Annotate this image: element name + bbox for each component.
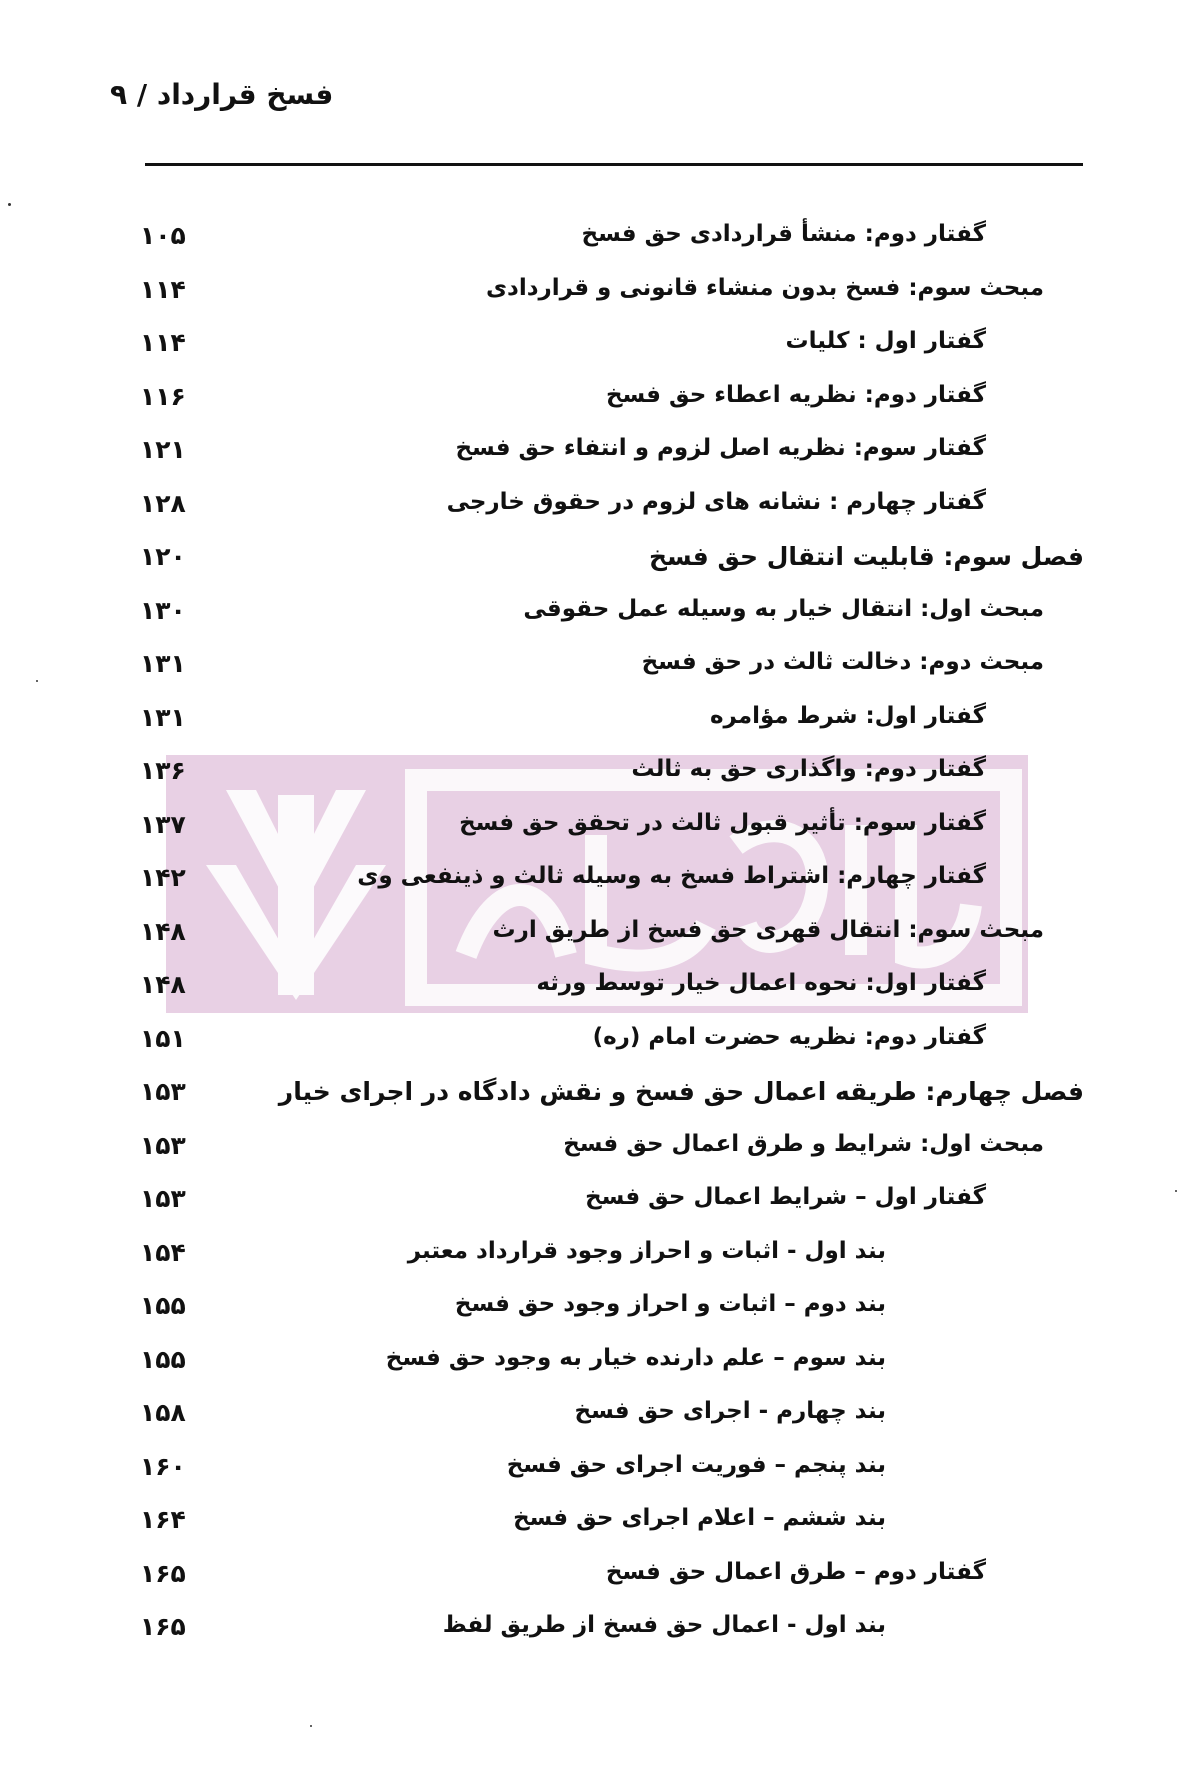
toc-entry-section [0, 269, 1194, 323]
toc-entry-section [0, 1125, 1194, 1179]
toc-entry-section [0, 643, 1194, 697]
toc-entry-speech [0, 750, 1194, 804]
toc-entry-page-number: ۱۶۴ [140, 1505, 186, 1534]
toc-entry-clause [0, 1446, 1194, 1500]
toc-entry-page-number: ۱۵۵ [140, 1344, 186, 1374]
toc-entry-title: بند پنجم – فوریت اجرای حق فسخ [506, 1451, 886, 1478]
toc-entry-speech [0, 804, 1194, 858]
toc-entry-clause [0, 1499, 1194, 1553]
scan-speck [8, 203, 11, 206]
toc-entry-title: فصل چهارم: طریقه اعمال حق فسخ و نقش دادگاه در اجرای خیار [278, 1077, 1084, 1106]
toc-entry-speech [0, 1018, 1194, 1072]
toc-entry-title: بند دوم – اثبات و احراز وجود حق فسخ [454, 1291, 886, 1317]
toc-entry-title: گفتار دوم: منشأ قراردادی حق فسخ [581, 221, 986, 247]
toc-entry-page-number: ۱۱۴ [140, 274, 186, 304]
toc-entry-chapter [0, 1071, 1194, 1125]
toc-entry-page-number: ۱۵۴ [140, 1237, 186, 1267]
running-header [110, 78, 1010, 111]
toc-entry-title: بند ششم – اعلام اجرای حق فسخ [513, 1505, 886, 1531]
running-header-title: فسخ قرارداد [156, 78, 334, 111]
toc-entry-clause [0, 1606, 1194, 1660]
toc-entry-title: بند اول - اثبات و احراز وجود قرارداد معتبر [407, 1237, 886, 1264]
toc-entry-title: گفتار سوم: نظریه اصل لزوم و انتفاء حق فسخ [455, 435, 986, 461]
toc-entry-speech [0, 322, 1194, 376]
toc-entry-page-number: ۱۲۰ [140, 542, 186, 571]
toc-entry-page-number: ۱۳۱ [140, 649, 186, 678]
toc-entry-section [0, 911, 1194, 965]
toc-entry-title: گفتار اول : کلیات [785, 328, 986, 354]
toc-entry-clause [0, 1232, 1194, 1286]
toc-entry-page-number: ۱۵۱ [140, 1023, 186, 1053]
toc-entry-title: مبحث سوم: فسخ بدون منشاء قانونی و قراردادی [485, 274, 1044, 301]
toc-entry-page-number: ۱۵۳ [140, 1077, 186, 1106]
toc-entry-page-number: ۱۶۰ [140, 1451, 186, 1481]
toc-entry-page-number: ۱۰۵ [140, 221, 186, 250]
toc-entry-speech [0, 1553, 1194, 1607]
toc-entry-speech [0, 429, 1194, 483]
toc-entry-speech [0, 964, 1194, 1018]
toc-entry-page-number: ۱۳۷ [140, 809, 186, 839]
toc-entry-speech [0, 697, 1194, 751]
toc-entry-title: مبحث اول: انتقال خیار به وسیله عمل حقوقی [523, 595, 1044, 622]
toc-entry-page-number: ۱۱۴ [140, 328, 186, 357]
table-of-contents [0, 215, 1194, 1660]
toc-entry-title: بند سوم – علم دارنده خیار به وجود حق فسخ [385, 1344, 886, 1371]
toc-entry-title: گفتار دوم: نظریه اعطاء حق فسخ [605, 381, 986, 408]
toc-entry-title: مبحث دوم: دخالت ثالث در حق فسخ [641, 649, 1044, 675]
toc-entry-title: گفتار اول: نحوه اعمال خیار توسط ورثه [536, 970, 986, 996]
toc-entry-title: گفتار چهارم : نشانه های لزوم در حقوق خارجی [446, 488, 986, 515]
toc-entry-section [0, 590, 1194, 644]
toc-entry-clause [0, 1392, 1194, 1446]
running-header-separator: / [136, 78, 148, 111]
toc-entry-title: گفتار سوم: تأثیر قبول ثالث در تحقق حق فسخ [459, 809, 986, 836]
toc-entry-page-number: ۱۴۸ [140, 970, 186, 999]
toc-entry-title: گفتار اول – شرایط اعمال حق فسخ [585, 1184, 986, 1210]
toc-entry-page-number: ۱۵۵ [140, 1291, 186, 1320]
toc-entry-page-number: ۱۲۸ [140, 488, 186, 518]
toc-entry-page-number: ۱۵۳ [140, 1184, 186, 1213]
toc-entry-chapter [0, 536, 1194, 590]
toc-entry-page-number: ۱۱۶ [140, 381, 186, 411]
toc-entry-speech [0, 1178, 1194, 1232]
toc-entry-page-number: ۱۳۶ [140, 756, 186, 785]
toc-entry-title: گفتار اول: شرط مؤامره [709, 702, 986, 729]
toc-entry-page-number: ۱۶۵ [140, 1558, 186, 1588]
toc-entry-page-number: ۱۴۸ [140, 916, 186, 946]
toc-entry-title: فصل سوم: قابلیت انتقال حق فسخ [648, 542, 1084, 571]
toc-entry-page-number: ۱۶۵ [140, 1612, 186, 1641]
toc-entry-speech [0, 376, 1194, 430]
toc-entry-title: گفتار دوم: نظریه حضرت امام (ره) [592, 1023, 986, 1050]
toc-entry-speech [0, 215, 1194, 269]
toc-entry-title: گفتار چهارم: اشتراط فسخ به وسیله ثالث و ذینفعی وی [357, 863, 986, 889]
toc-entry-speech [0, 483, 1194, 537]
toc-entry-page-number: ۱۵۳ [140, 1130, 186, 1160]
toc-entry-title: مبحث اول: شرایط و طرق اعمال حق فسخ [563, 1130, 1044, 1157]
scan-speck [310, 1725, 312, 1727]
running-header-page-number: ۹ [110, 78, 128, 111]
toc-entry-title: بند چهارم - اجرای حق فسخ [574, 1398, 886, 1424]
header-rule [145, 163, 1083, 166]
toc-entry-page-number: ۱۳۰ [140, 595, 186, 625]
toc-entry-title: گفتار دوم – طرق اعمال حق فسخ [605, 1558, 986, 1585]
toc-entry-title: بند اول - اعمال حق فسخ از طریق لفظ [442, 1612, 886, 1638]
toc-entry-title: گفتار دوم: واگذاری حق به ثالث [631, 756, 986, 782]
toc-entry-page-number: ۱۵۸ [140, 1398, 186, 1427]
toc-entry-page-number: ۱۳۱ [140, 702, 186, 732]
toc-entry-title: مبحث سوم: انتقال قهری حق فسخ از طریق ارث [492, 916, 1044, 943]
toc-entry-clause [0, 1339, 1194, 1393]
toc-entry-speech [0, 857, 1194, 911]
toc-entry-page-number: ۱۴۲ [140, 863, 186, 892]
toc-entry-page-number: ۱۲۱ [140, 435, 186, 464]
toc-entry-clause [0, 1285, 1194, 1339]
